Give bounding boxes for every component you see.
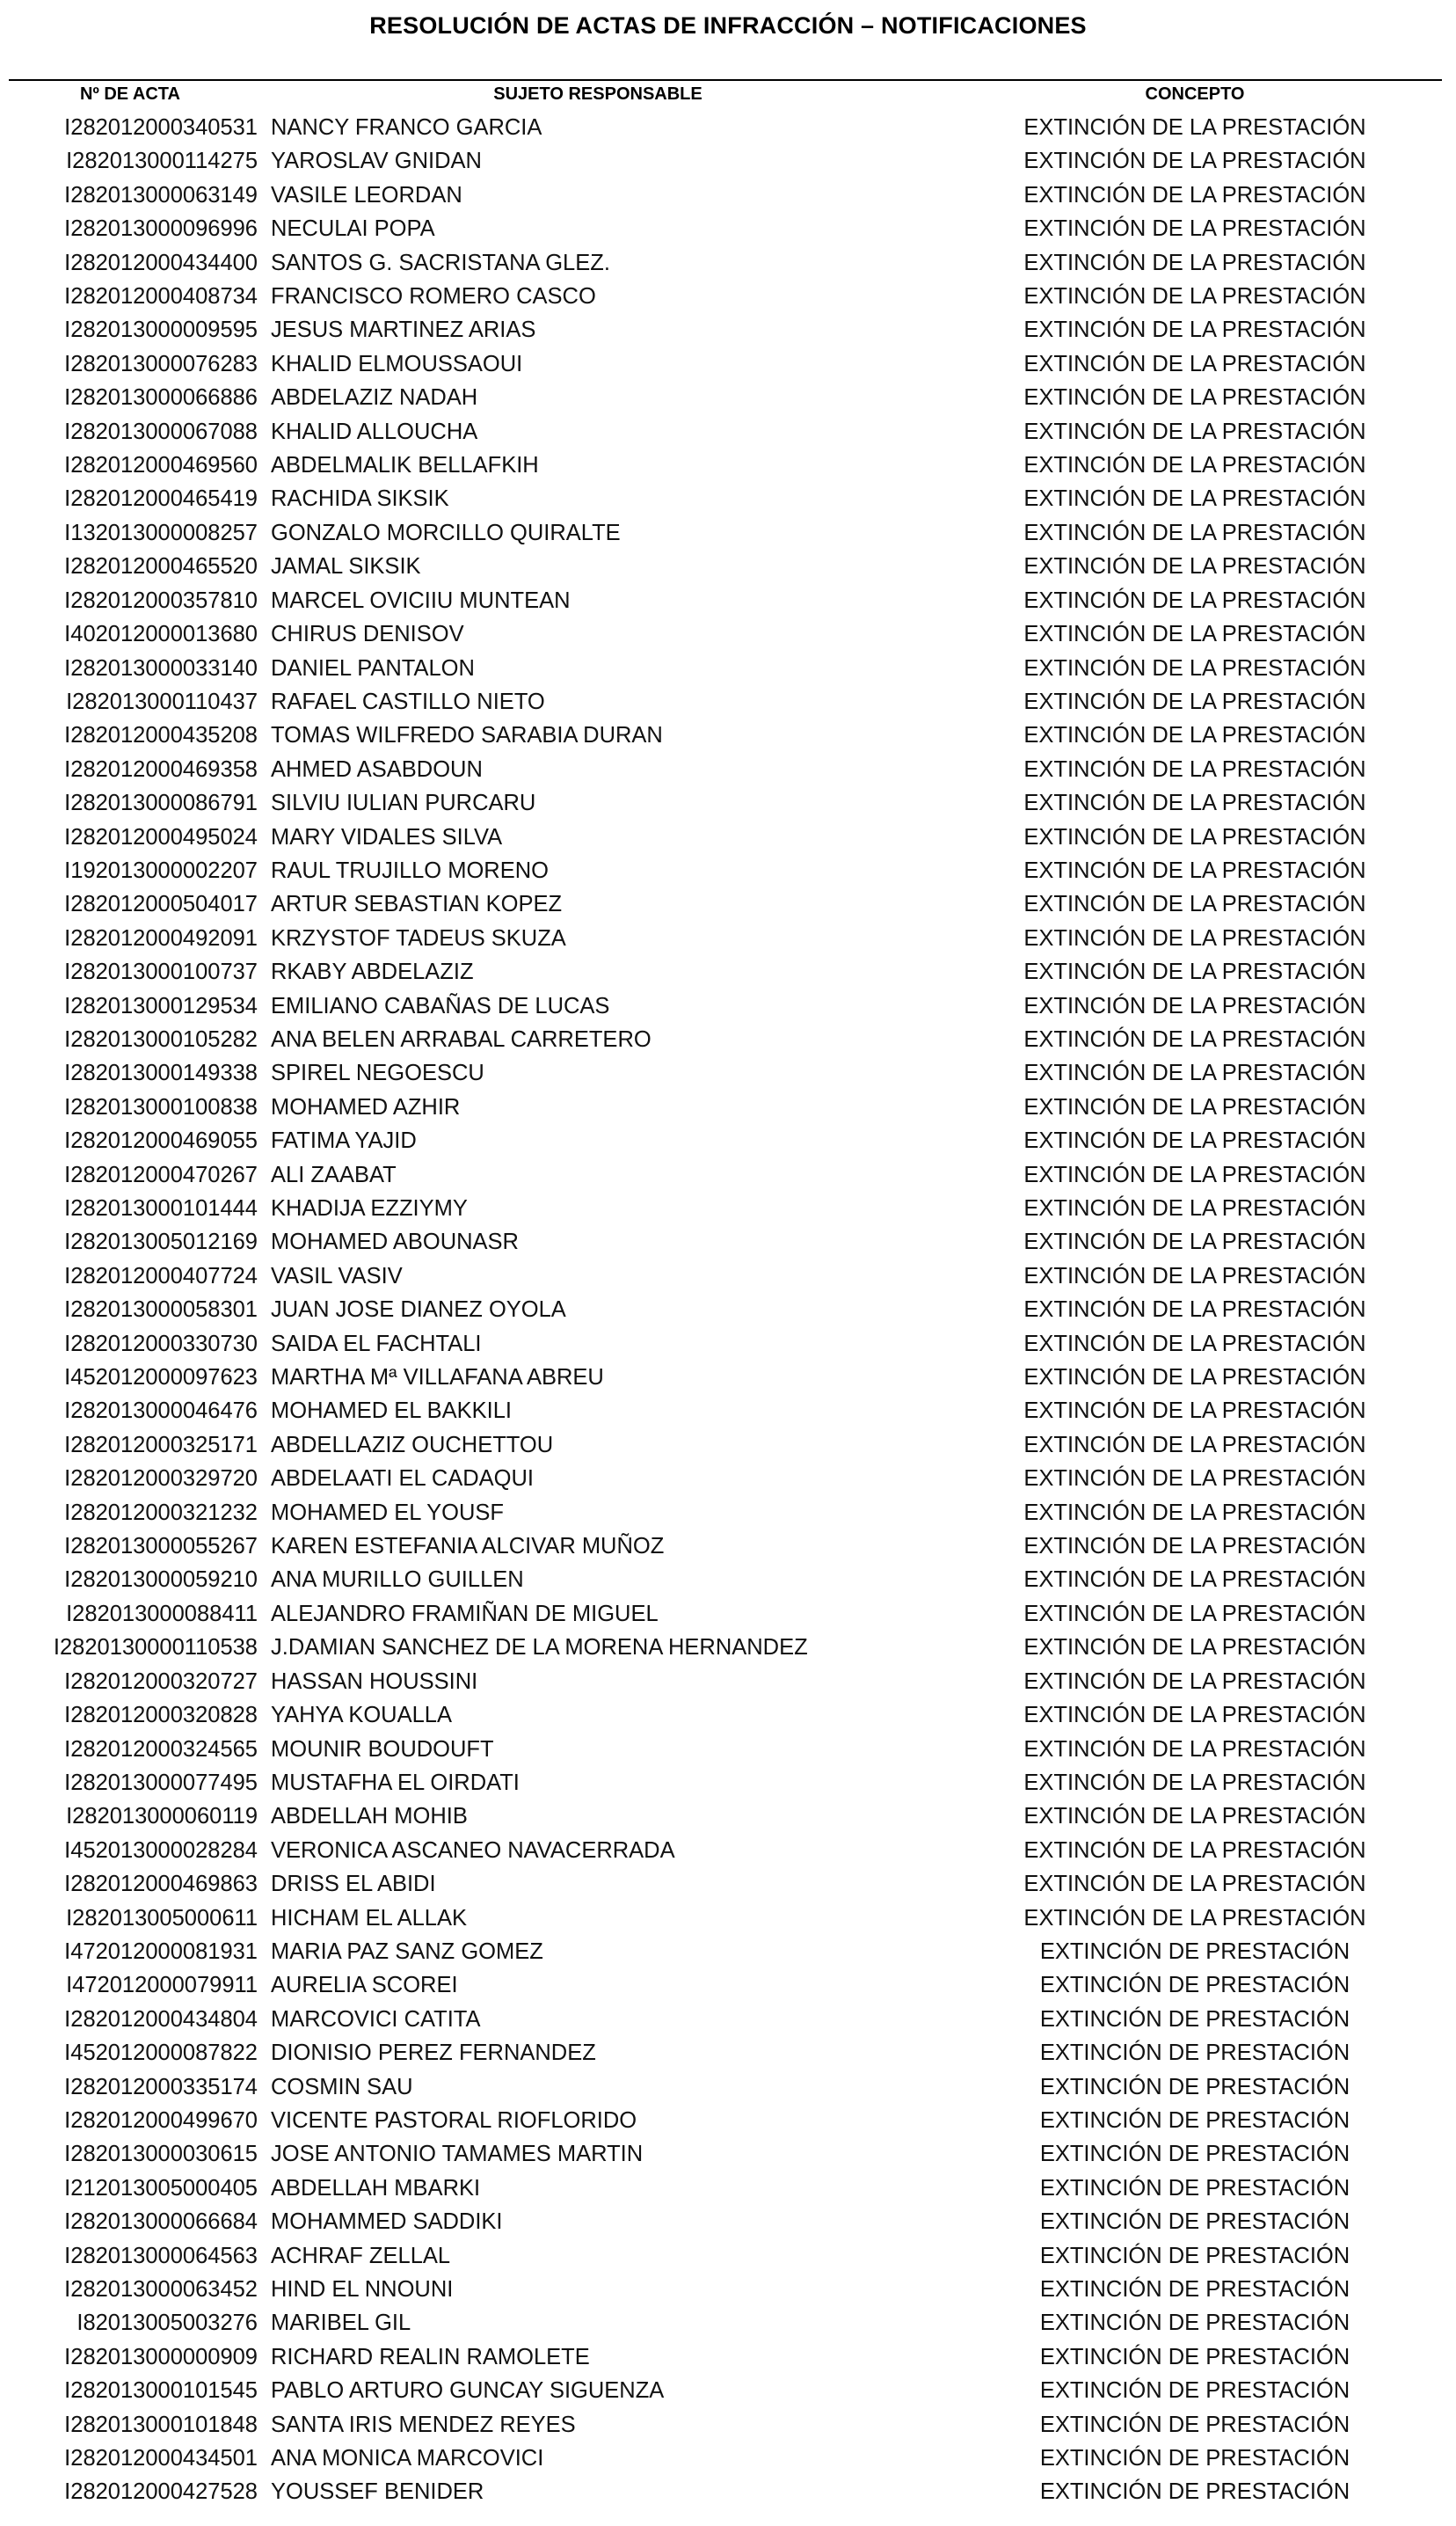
sujeto-responsable: SPIREL NEGOESCU [271, 1061, 484, 1086]
sujeto-responsable: J.DAMIAN SANCHEZ DE LA MORENA HERNANDEZ [271, 1635, 808, 1661]
concepto: EXTINCIÓN DE LA PRESTACIÓN [1023, 622, 1366, 647]
concepto: EXTINCIÓN DE LA PRESTACIÓN [1023, 385, 1366, 411]
concepto: EXTINCIÓN DE LA PRESTACIÓN [1023, 1398, 1366, 1424]
table-row [0, 1023, 1456, 1056]
table-row [0, 719, 1456, 752]
concepto: EXTINCIÓN DE LA PRESTACIÓN [1023, 1297, 1366, 1323]
table-row [0, 1563, 1456, 1596]
table-row [0, 1091, 1456, 1124]
acta-number: I282012000325171 [64, 1432, 258, 1457]
concepto: EXTINCIÓN DE LA PRESTACIÓN [1023, 1500, 1366, 1525]
table-row [0, 550, 1456, 583]
table-row [0, 212, 1456, 245]
sujeto-responsable: HASSAN HOUSSINI [271, 1668, 478, 1694]
acta-number: I452012000087822 [64, 2041, 258, 2066]
concepto: EXTINCIÓN DE LA PRESTACIÓN [1023, 554, 1366, 580]
concepto: EXTINCIÓN DE LA PRESTACIÓN [1023, 149, 1366, 174]
concepto: EXTINCIÓN DE LA PRESTACIÓN [1023, 1770, 1366, 1795]
acta-number: I282013000100737 [64, 960, 258, 985]
concepto: EXTINCIÓN DE LA PRESTACIÓN [1023, 858, 1366, 883]
sujeto-responsable: YAROSLAV GNIDAN [271, 149, 482, 174]
sujeto-responsable: CHIRUS DENISOV [271, 622, 464, 647]
page-title: RESOLUCIÓN DE ACTAS DE INFRACCIÓN – NOTIFICACIONES [369, 12, 1087, 39]
acta-number: I282012000470267 [64, 1162, 258, 1187]
acta-number: I282012000407724 [64, 1263, 258, 1289]
acta-number: I282012000320828 [64, 1703, 258, 1728]
sujeto-responsable: MARCEL OVICIIU MUNTEAN [271, 588, 571, 613]
acta-number: I282012000499670 [64, 2107, 258, 2133]
acta-number: I282013000067088 [64, 419, 258, 444]
concepto: EXTINCIÓN DE PRESTACIÓN [1039, 2209, 1350, 2235]
concepto: EXTINCIÓN DE LA PRESTACIÓN [1023, 1567, 1366, 1593]
acta-number: I282013000046476 [64, 1398, 258, 1424]
sujeto-responsable: MOHAMED EL YOUSF [271, 1500, 504, 1525]
sujeto-responsable: JESUS MARTINEZ ARIAS [271, 318, 536, 343]
table-row [0, 2003, 1456, 2036]
concepto: EXTINCIÓN DE LA PRESTACIÓN [1023, 1703, 1366, 1728]
acta-number: I282013000063452 [64, 2277, 258, 2302]
concepto: EXTINCIÓN DE LA PRESTACIÓN [1023, 1432, 1366, 1457]
table-row [0, 685, 1456, 719]
sujeto-responsable: DANIEL PANTALON [271, 655, 475, 681]
concepto: EXTINCIÓN DE LA PRESTACIÓN [1023, 1094, 1366, 1120]
sujeto-responsable: MARIBEL GIL [271, 2311, 411, 2336]
acta-number: I472012000081931 [64, 1938, 258, 1964]
acta-number: I282013000059210 [64, 1567, 258, 1593]
acta-number: I282013000055267 [64, 1534, 258, 1559]
table-row [0, 2475, 1456, 2508]
sujeto-responsable: KRZYSTOF TADEUS SKUZA [271, 925, 566, 951]
sujeto-responsable: COSMIN SAU [271, 2074, 413, 2099]
acta-number: I282013000063149 [64, 182, 258, 208]
sujeto-responsable: VASILE LEORDAN [271, 182, 462, 208]
concepto: EXTINCIÓN DE LA PRESTACIÓN [1023, 182, 1366, 208]
concepto: EXTINCIÓN DE PRESTACIÓN [1039, 2107, 1350, 2133]
acta-number: I282012000330730 [64, 1331, 258, 1356]
table-row [0, 1733, 1456, 1766]
table-row [0, 415, 1456, 449]
acta-number: I282013000066684 [64, 2209, 258, 2235]
sujeto-responsable: NANCY FRANCO GARCIA [271, 115, 542, 140]
sujeto-responsable: RAUL TRUJILLO MORENO [271, 858, 549, 883]
concepto: EXTINCIÓN DE LA PRESTACIÓN [1023, 925, 1366, 951]
concepto: EXTINCIÓN DE LA PRESTACIÓN [1023, 892, 1366, 917]
acta-number: I282013000033140 [64, 655, 258, 681]
acta-number: I282013000030615 [64, 2142, 258, 2167]
concepto: EXTINCIÓN DE LA PRESTACIÓN [1023, 1061, 1366, 1086]
table-row [0, 1259, 1456, 1293]
table-row [0, 144, 1456, 178]
table-row [0, 1834, 1456, 1867]
table-row [0, 482, 1456, 515]
sujeto-responsable: ANA BELEN ARRABAL CARRETERO [271, 1026, 652, 1052]
table-row [0, 753, 1456, 786]
concepto: EXTINCIÓN DE LA PRESTACIÓN [1023, 689, 1366, 714]
acta-number: I282012000357810 [64, 588, 258, 613]
sujeto-responsable: ARTUR SEBASTIAN KOPEZ [271, 892, 563, 917]
table-row [0, 449, 1456, 482]
acta-number: I282013000066886 [64, 385, 258, 411]
sujeto-responsable: ANA MONICA MARCOVICI [271, 2446, 544, 2471]
sujeto-responsable: KHADIJA EZZIYMY [271, 1196, 468, 1221]
table-row [0, 1968, 1456, 2002]
concepto: EXTINCIÓN DE LA PRESTACIÓN [1023, 1905, 1366, 1931]
sujeto-responsable: VASIL VASIV [271, 1263, 403, 1289]
concepto: EXTINCIÓN DE LA PRESTACIÓN [1023, 419, 1366, 444]
table-row [0, 1496, 1456, 1529]
table-row [0, 1935, 1456, 1968]
table-row [0, 1597, 1456, 1631]
table-row [0, 2374, 1456, 2407]
sujeto-responsable: ABDELLAH MOHIB [271, 1804, 468, 1829]
sujeto-responsable: MOUNIR BOUDOUFT [271, 1736, 494, 1762]
sujeto-responsable: ABDELMALIK BELLAFKIH [271, 453, 539, 478]
column-header-concepto: CONCEPTO [1145, 84, 1245, 104]
acta-number: I282013000101545 [64, 2378, 258, 2404]
table-row [0, 1056, 1456, 1090]
concepto: EXTINCIÓN DE LA PRESTACIÓN [1023, 1331, 1366, 1356]
acta-number: I282012000469560 [64, 453, 258, 478]
concepto: EXTINCIÓN DE LA PRESTACIÓN [1023, 216, 1366, 242]
sujeto-responsable: DRISS EL ABIDI [271, 1872, 436, 1897]
sujeto-responsable: MARCOVICI CATITA [271, 2006, 481, 2032]
sujeto-responsable: NECULAI POPA [271, 216, 435, 242]
sujeto-responsable: ANA MURILLO GUILLEN [271, 1567, 524, 1593]
acta-number: I282012000504017 [64, 892, 258, 917]
sujeto-responsable: MARY VIDALES SILVA [271, 824, 503, 850]
table-row [0, 1158, 1456, 1192]
acta-number: I282013000077495 [64, 1770, 258, 1795]
table-row [0, 246, 1456, 280]
table-row [0, 2239, 1456, 2273]
concepto: EXTINCIÓN DE LA PRESTACIÓN [1023, 351, 1366, 376]
table-row [0, 1800, 1456, 1833]
table-row [0, 2273, 1456, 2306]
acta-number: I282012000434501 [64, 2446, 258, 2471]
acta-number: I282012000434804 [64, 2006, 258, 2032]
sujeto-responsable: JOSE ANTONIO TAMAMES MARTIN [271, 2142, 644, 2167]
table-row [0, 2172, 1456, 2205]
sujeto-responsable: MOHAMED EL BAKKILI [271, 1398, 512, 1424]
table-row [0, 2137, 1456, 2171]
table-row [0, 1192, 1456, 1225]
concepto: EXTINCIÓN DE LA PRESTACIÓN [1023, 723, 1366, 748]
concepto: EXTINCIÓN DE LA PRESTACIÓN [1023, 1162, 1366, 1187]
sujeto-responsable: FRANCISCO ROMERO CASCO [271, 284, 596, 310]
concepto: EXTINCIÓN DE LA PRESTACIÓN [1023, 824, 1366, 850]
sujeto-responsable: JAMAL SIKSIK [271, 554, 421, 580]
concepto: EXTINCIÓN DE LA PRESTACIÓN [1023, 1736, 1366, 1762]
concepto: EXTINCIÓN DE PRESTACIÓN [1039, 1938, 1350, 1964]
concepto: EXTINCIÓN DE LA PRESTACIÓN [1023, 115, 1366, 140]
concepto: EXTINCIÓN DE LA PRESTACIÓN [1023, 284, 1366, 310]
table-row [0, 1766, 1456, 1800]
acta-number: I452012000097623 [64, 1365, 258, 1391]
sujeto-responsable: YAHYA KOUALLA [271, 1703, 452, 1728]
acta-number: I282012000435208 [64, 723, 258, 748]
acta-number: I282013000149338 [64, 1061, 258, 1086]
concepto: EXTINCIÓN DE LA PRESTACIÓN [1023, 1872, 1366, 1897]
concepto: EXTINCIÓN DE PRESTACIÓN [1039, 2479, 1350, 2505]
acta-number: I282013000060119 [66, 1804, 258, 1829]
sujeto-responsable: GONZALO MORCILLO QUIRALTE [271, 520, 621, 545]
sujeto-responsable: SANTA IRIS MENDEZ REYES [271, 2412, 576, 2437]
sujeto-responsable: DIONISIO PEREZ FERNANDEZ [271, 2041, 596, 2066]
sujeto-responsable: VERONICA ASCANEO NAVACERRADA [271, 1837, 675, 1863]
table-row [0, 2205, 1456, 2238]
concepto: EXTINCIÓN DE LA PRESTACIÓN [1023, 791, 1366, 816]
sujeto-responsable: RAFAEL CASTILLO NIETO [271, 689, 545, 714]
table-row [0, 617, 1456, 651]
table-row [0, 1293, 1456, 1326]
concepto: EXTINCIÓN DE PRESTACIÓN [1039, 2175, 1350, 2201]
concepto: EXTINCIÓN DE LA PRESTACIÓN [1023, 1365, 1366, 1391]
acta-number: I282013000064563 [64, 2243, 258, 2268]
table-row [0, 2340, 1456, 2374]
acta-number: I282013000058301 [64, 1297, 258, 1323]
table-row [0, 1902, 1456, 1935]
table-row [0, 516, 1456, 550]
concepto: EXTINCIÓN DE LA PRESTACIÓN [1023, 1466, 1366, 1492]
acta-number: I282012000465419 [64, 486, 258, 512]
table-row [0, 1394, 1456, 1427]
table-row [0, 854, 1456, 887]
table-row [0, 1462, 1456, 1495]
acta-number: I282012000321232 [64, 1500, 258, 1525]
table-row [0, 1529, 1456, 1563]
sujeto-responsable: ABDELLAZIZ OUCHETTOU [271, 1432, 554, 1457]
sujeto-responsable: RICHARD REALIN RAMOLETE [271, 2344, 590, 2369]
sujeto-responsable: FATIMA YAJID [271, 1128, 417, 1154]
sujeto-responsable: ALI ZAABAT [271, 1162, 397, 1187]
header-rule [9, 79, 1442, 81]
concepto: EXTINCIÓN DE PRESTACIÓN [1039, 2412, 1350, 2437]
table-row [0, 786, 1456, 820]
sujeto-responsable: MOHAMED AZHIR [271, 1094, 461, 1120]
sujeto-responsable: JUAN JOSE DIANEZ OYOLA [271, 1297, 566, 1323]
sujeto-responsable: SAIDA EL FACHTALI [271, 1331, 482, 1356]
concepto: EXTINCIÓN DE LA PRESTACIÓN [1023, 1804, 1366, 1829]
sujeto-responsable: HICHAM EL ALLAK [271, 1905, 467, 1931]
acta-number: I282012000427528 [64, 2479, 258, 2505]
sujeto-responsable: MARIA PAZ SANZ GOMEZ [271, 1938, 543, 1964]
concepto: EXTINCIÓN DE PRESTACIÓN [1039, 2446, 1350, 2471]
table-row [0, 179, 1456, 212]
acta-number: I192013000002207 [64, 858, 258, 883]
table-row [0, 2036, 1456, 2070]
acta-number: I282013000100838 [64, 1094, 258, 1120]
acta-number: I282013000000909 [64, 2344, 258, 2369]
concepto: EXTINCIÓN DE LA PRESTACIÓN [1023, 588, 1366, 613]
sujeto-responsable: VICENTE PASTORAL RIOFLORIDO [271, 2107, 637, 2133]
concepto: EXTINCIÓN DE LA PRESTACIÓN [1023, 453, 1366, 478]
sujeto-responsable: RACHIDA SIKSIK [271, 486, 449, 512]
acta-number: I212013005000405 [64, 2175, 258, 2201]
table-row [0, 1361, 1456, 1394]
acta-number: I282013000101444 [64, 1196, 258, 1221]
acta-number: I282013000088411 [66, 1601, 258, 1626]
acta-number: I282013000086791 [64, 791, 258, 816]
concepto: EXTINCIÓN DE LA PRESTACIÓN [1023, 1837, 1366, 1863]
table-row [0, 313, 1456, 347]
table-row [0, 887, 1456, 921]
table-row [0, 821, 1456, 854]
acta-number: I282013005000611 [66, 1905, 258, 1931]
concepto: EXTINCIÓN DE LA PRESTACIÓN [1023, 250, 1366, 275]
concepto: EXTINCIÓN DE LA PRESTACIÓN [1023, 1601, 1366, 1626]
acta-number: I282013000114275 [66, 149, 258, 174]
sujeto-responsable: AURELIA SCOREI [271, 1973, 458, 1998]
sujeto-responsable: ALEJANDRO FRAMIÑAN DE MIGUEL [271, 1601, 659, 1626]
concepto: EXTINCIÓN DE LA PRESTACIÓN [1023, 960, 1366, 985]
table-row [0, 922, 1456, 955]
concepto: EXTINCIÓN DE LA PRESTACIÓN [1023, 1635, 1366, 1661]
concepto: EXTINCIÓN DE LA PRESTACIÓN [1023, 1026, 1366, 1052]
concepto: EXTINCIÓN DE LA PRESTACIÓN [1023, 993, 1366, 1018]
concepto: EXTINCIÓN DE LA PRESTACIÓN [1023, 1196, 1366, 1221]
acta-number: I282012000329720 [64, 1466, 258, 1492]
sujeto-responsable: SANTOS G. SACRISTANA GLEZ. [271, 250, 610, 275]
concepto: EXTINCIÓN DE PRESTACIÓN [1039, 2277, 1350, 2302]
sujeto-responsable: MOHAMMED SADDIKI [271, 2209, 503, 2235]
concepto: EXTINCIÓN DE PRESTACIÓN [1039, 2378, 1350, 2404]
concepto: EXTINCIÓN DE LA PRESTACIÓN [1023, 1263, 1366, 1289]
concepto: EXTINCIÓN DE LA PRESTACIÓN [1023, 318, 1366, 343]
concepto: EXTINCIÓN DE LA PRESTACIÓN [1023, 655, 1366, 681]
concepto: EXTINCIÓN DE LA PRESTACIÓN [1023, 756, 1366, 782]
column-header-sujeto: SUJETO RESPONSABLE [493, 84, 703, 104]
sujeto-responsable: SILVIU IULIAN PURCARU [271, 791, 536, 816]
table-row [0, 280, 1456, 313]
sujeto-responsable: TOMAS WILFREDO SARABIA DURAN [271, 723, 663, 748]
concepto: EXTINCIÓN DE LA PRESTACIÓN [1023, 1128, 1366, 1154]
table-row [0, 2442, 1456, 2475]
table-row [0, 1631, 1456, 1664]
table-row [0, 1867, 1456, 1901]
sujeto-responsable: AHMED ASABDOUN [271, 756, 483, 782]
concepto: EXTINCIÓN DE PRESTACIÓN [1039, 2142, 1350, 2167]
acta-number: I132013000008257 [64, 520, 258, 545]
sujeto-responsable: EMILIANO CABAÑAS DE LUCAS [271, 993, 610, 1018]
table-row [0, 989, 1456, 1023]
acta-number: I282012000408734 [64, 284, 258, 310]
sujeto-responsable: ABDELAZIZ NADAH [271, 385, 478, 411]
table-row [0, 2306, 1456, 2340]
sujeto-responsable: KHALID ELMOUSSAOUI [271, 351, 523, 376]
concepto: EXTINCIÓN DE PRESTACIÓN [1039, 2074, 1350, 2099]
concepto: EXTINCIÓN DE PRESTACIÓN [1039, 2243, 1350, 2268]
acta-number: I282012000340531 [64, 115, 258, 140]
acta-number: I282012000434400 [64, 250, 258, 275]
table-row [0, 2408, 1456, 2442]
sujeto-responsable: MOHAMED ABOUNASR [271, 1230, 519, 1255]
table-row [0, 2070, 1456, 2104]
acta-number: I282013000076283 [64, 351, 258, 376]
sujeto-responsable: PABLO ARTURO GUNCAY SIGUENZA [271, 2378, 665, 2404]
concepto: EXTINCIÓN DE LA PRESTACIÓN [1023, 1230, 1366, 1255]
sujeto-responsable: KHALID ALLOUCHA [271, 419, 478, 444]
acta-number: I282012000495024 [64, 824, 258, 850]
table-row [0, 584, 1456, 617]
concepto: EXTINCIÓN DE PRESTACIÓN [1039, 2344, 1350, 2369]
acta-number: I282013000105282 [64, 1026, 258, 1052]
sujeto-responsable: RKABY ABDELAZIZ [271, 960, 474, 985]
acta-number: I282012000492091 [64, 925, 258, 951]
table-row [0, 1124, 1456, 1157]
sujeto-responsable: ACHRAF ZELLAL [271, 2243, 451, 2268]
acta-number: I282013000101848 [64, 2412, 258, 2437]
concepto: EXTINCIÓN DE PRESTACIÓN [1039, 2311, 1350, 2336]
table-row [0, 381, 1456, 414]
acta-number: I402012000013680 [64, 622, 258, 647]
sujeto-responsable: HIND EL NNOUNI [271, 2277, 454, 2302]
acta-number: I282012000320727 [64, 1668, 258, 1694]
acta-number: I82013005003276 [76, 2311, 258, 2336]
concepto: EXTINCIÓN DE LA PRESTACIÓN [1023, 1534, 1366, 1559]
table-row [0, 1225, 1456, 1259]
table-row [0, 111, 1456, 144]
table-row [0, 955, 1456, 989]
acta-number: I282012000465520 [64, 554, 258, 580]
acta-number: I282013000129534 [64, 993, 258, 1018]
sujeto-responsable: MUSTAFHA EL OIRDATI [271, 1770, 520, 1795]
sujeto-responsable: YOUSSEF BENIDER [271, 2479, 484, 2505]
table-row [0, 1428, 1456, 1462]
table-row [0, 652, 1456, 685]
concepto: EXTINCIÓN DE LA PRESTACIÓN [1023, 520, 1366, 545]
acta-number: I282012000469863 [64, 1872, 258, 1897]
sujeto-responsable: ABDELAATI EL CADAQUI [271, 1466, 535, 1492]
acta-number: I282012000335174 [64, 2074, 258, 2099]
concepto: EXTINCIÓN DE LA PRESTACIÓN [1023, 486, 1366, 512]
concepto: EXTINCIÓN DE PRESTACIÓN [1039, 2041, 1350, 2066]
acta-number: I472012000079911 [66, 1973, 258, 1998]
acta-number: I282013000009595 [64, 318, 258, 343]
sujeto-responsable: KAREN ESTEFANIA ALCIVAR MUÑOZ [271, 1534, 665, 1559]
acta-number: I452013000028284 [64, 1837, 258, 1863]
table-row [0, 347, 1456, 381]
column-header-acta: Nº DE ACTA [80, 84, 180, 104]
concepto: EXTINCIÓN DE PRESTACIÓN [1039, 2006, 1350, 2032]
table-row [0, 1327, 1456, 1361]
concepto: EXTINCIÓN DE PRESTACIÓN [1039, 1973, 1350, 1998]
actas-table-body [0, 111, 1456, 2509]
acta-number: I282012000469055 [64, 1128, 258, 1154]
table-row [0, 2104, 1456, 2137]
sujeto-responsable: MARTHA Mª VILLAFANA ABREU [271, 1365, 604, 1391]
sujeto-responsable: ABDELLAH MBARKI [271, 2175, 481, 2201]
table-row [0, 1665, 1456, 1698]
concepto: EXTINCIÓN DE LA PRESTACIÓN [1023, 1668, 1366, 1694]
acta-number: I282012000324565 [64, 1736, 258, 1762]
acta-number: I282013000110437 [66, 689, 258, 714]
acta-number: I2820130000110538 [53, 1635, 258, 1661]
acta-number: I282012000469358 [64, 756, 258, 782]
acta-number: I282013000096996 [64, 216, 258, 242]
table-row [0, 1698, 1456, 1732]
acta-number: I282013005012169 [64, 1230, 258, 1255]
